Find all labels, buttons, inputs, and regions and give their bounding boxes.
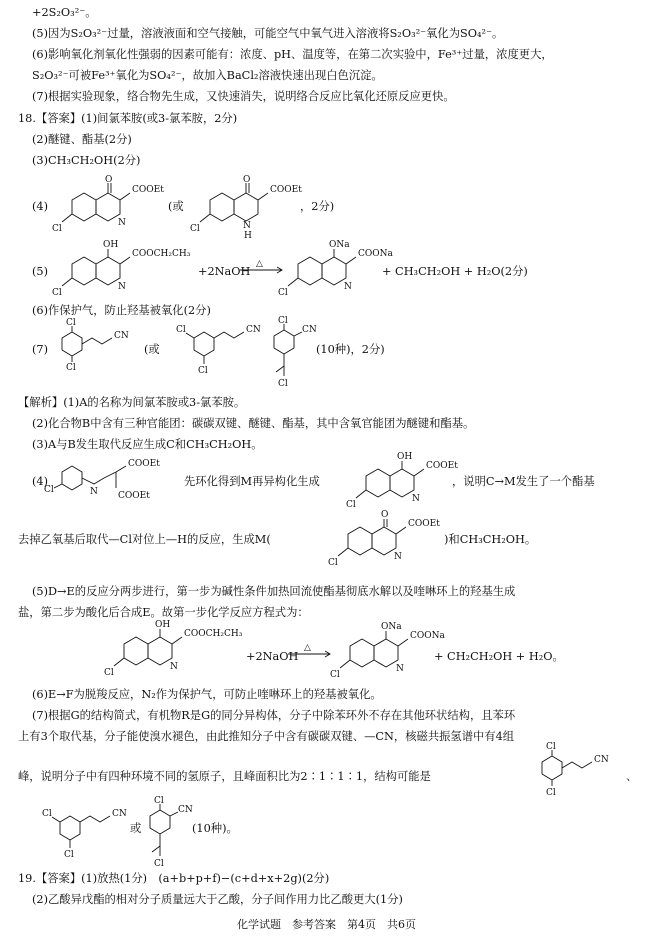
text-line: 去掉乙氧基后取代—Cl对位上—H的反应，生成M(	[18, 533, 271, 546]
label-Cl: Cl	[190, 224, 200, 234]
an7-tail: (10种)。	[192, 822, 238, 835]
label-Cl: Cl	[330, 670, 340, 680]
label-Cl: Cl	[328, 558, 338, 568]
label-COOEt: COOEt	[408, 519, 440, 529]
q5-prefix: (5)	[32, 265, 49, 278]
text-line: (6)影响氧化剂氧化性强弱的因素可能有：浓度、pH、温度等，在第二次实验中，Fe³⁺过量，浓度更大，	[32, 48, 553, 61]
label-Cl: Cl	[64, 850, 74, 860]
text-line: )和CH₃CH₂OH。	[444, 533, 537, 546]
label-Cl: Cl	[104, 668, 114, 678]
label-Cl: Cl	[52, 288, 62, 298]
an5-reagent: +2NaOH	[246, 650, 299, 663]
text-line: (6)作保护气，防止羟基被氧化(2分)	[32, 304, 211, 317]
label-CN: CN	[302, 325, 317, 335]
label-Cl: Cl	[42, 809, 52, 819]
q7-prefix: (7)	[32, 343, 49, 356]
label-Cl: Cl	[546, 788, 556, 798]
q4-or: (或	[168, 200, 184, 213]
label-CN: CN	[246, 325, 261, 335]
structure-vinyl-chloride-isomer	[262, 318, 322, 390]
structure-e-hydroxyquinoline	[346, 452, 458, 514]
label-COOEt: COOEt	[132, 185, 164, 195]
answer-18-heading: 18.【答案】(1)间氯苯胺(或3-氯苯胺，2分)	[18, 112, 238, 125]
answer-19-heading: 19.【答案】(1)放热(1分) (a+b+p+f)−(c+d+x+2g)(2分)	[18, 872, 330, 885]
label-N: N	[344, 282, 352, 292]
label-COONa: COONa	[410, 631, 445, 641]
label-OH: OH	[155, 620, 171, 630]
structure-35-dichloro-isomer	[40, 800, 140, 864]
label-H: H	[244, 231, 252, 241]
text-line: (2)化合物B中含有三种官能团：碳碳双键、醚键、酯基，其中含氧官能团为醚键和酯基。	[32, 417, 475, 430]
label-CN: CN	[178, 805, 193, 815]
analysis-heading: 【解析】(1)A的名称为间氯苯胺或3-氯苯胺。	[18, 396, 246, 409]
q7-or: (或	[144, 343, 160, 356]
structure-sodium-salt	[278, 240, 393, 302]
label-COOEt: COOEt	[118, 491, 150, 501]
label-COOCH2CH3: COOCH₂CH₃	[184, 629, 243, 639]
structure-intermediate-c	[44, 458, 184, 508]
an4-tail: ，说明C→M发生了一个酯基	[452, 475, 595, 488]
label-CN: CN	[112, 809, 127, 819]
label-Cl: Cl	[66, 363, 76, 373]
label-ONa: ONa	[381, 622, 402, 632]
label-OH: OH	[397, 452, 413, 462]
structure-dichloro-cinnamonitrile	[52, 318, 142, 373]
heat-condition: △	[256, 259, 263, 269]
label-Cl: Cl	[346, 500, 356, 510]
an7-end: 、	[626, 770, 638, 783]
q5-tail: + CH₃CH₂OH + H₂O(2分)	[382, 265, 528, 278]
text-line: (6)E→F为脱羧反应，N₂作为保护气，可防止喹啉环上的羟基被氧化。	[32, 688, 382, 701]
label-N: N	[412, 494, 420, 504]
q7-tail: (10种)，2分)	[316, 343, 385, 356]
label-N: N	[170, 662, 178, 672]
label-Cl: Cl	[66, 318, 76, 328]
label-N: N	[396, 664, 404, 674]
label-Cl: Cl	[278, 379, 288, 389]
q4-tail: ，2分)	[300, 200, 335, 213]
label-Cl: Cl	[278, 288, 288, 298]
label-O: O	[381, 510, 389, 520]
text-line: +2S₂O₃²⁻。	[32, 6, 97, 19]
label-Cl: Cl	[52, 224, 62, 234]
text-line: (7)根据G的结构简式，有机物R是G的同分异构体，分子中除苯环外不存在其他环状结构，且苯环	[32, 709, 516, 722]
label-COOEt: COOEt	[426, 461, 458, 471]
label-CN: CN	[594, 755, 609, 765]
label-COOEt: COOEt	[128, 459, 160, 469]
text-line: (7)根据实验现象，络合物先生成，又快速消失，说明络合反应比氧化还原反应更快。	[32, 90, 455, 103]
q5-reagent: +2NaOH	[198, 265, 251, 278]
label-N: N	[118, 282, 126, 292]
page-footer: 化学试题 参考答案 第4页 共6页	[237, 918, 416, 931]
heat-condition: △	[304, 643, 311, 653]
label-Cl: Cl	[278, 316, 288, 326]
text-line: 峰，说明分子中有四种环境不同的氢原子，且峰面积比为2∶1∶1∶1，结构可能是	[18, 770, 431, 783]
label-N: N	[243, 221, 251, 231]
an7-or: 或	[130, 822, 142, 835]
an5-tail: + CH₂CH₂OH + H₂O。	[434, 650, 564, 663]
text-line: (2)醚键、酯基(2分)	[32, 133, 132, 146]
label-OH: OH	[103, 240, 119, 250]
an4-prefix: (4)	[32, 475, 49, 488]
structure-quinolone-nh	[190, 175, 310, 241]
an4-mid: 先环化得到M再异构化生成	[184, 475, 320, 488]
text-line: (3)CH₃CH₂OH(2分)	[32, 154, 141, 167]
label-O: O	[243, 175, 251, 185]
text-line: 上有3个取代基，分子能使溴水褪色，由此推知分子中含有碳碳双键、—CN，核磁共振氢谱中有4组	[18, 730, 515, 743]
label-ONa: ONa	[329, 240, 350, 250]
structure-m-quinolone	[328, 510, 440, 572]
label-Cl: Cl	[154, 859, 164, 869]
label-Cl: Cl	[546, 742, 556, 752]
structure-vinyl-chloride-isomer	[138, 798, 198, 870]
structure-sodium-salt	[330, 622, 445, 684]
q4-prefix: (4)	[32, 200, 49, 213]
text-line: (2)乙酸异戊酯的相对分子质量远大于乙酸，分子间作用力比乙酸更大(1分)	[32, 893, 403, 906]
label-N: N	[118, 218, 126, 228]
text-line: (5)D→E的反应分两步进行，第一步为碱性条件加热回流使酯基彻底水解以及喹啉环上的羟基生成	[32, 585, 516, 598]
label-N: N	[394, 552, 402, 562]
label-Cl: Cl	[154, 796, 164, 806]
text-line: (5)因为S₂O₃²⁻过量，溶液液面和空气接触，可能空气中氧气进入溶液将S₂O₃²⁻氧化为SO₄²⁻。	[32, 27, 504, 40]
structure-ester-reactant	[52, 242, 202, 302]
label-O: O	[105, 175, 113, 185]
structure-35-dichloro-isomer	[174, 318, 270, 380]
label-Cl: Cl	[198, 366, 208, 376]
label-N: N	[90, 487, 98, 497]
structure-ester-reactant	[104, 622, 254, 684]
structure-dichloro-cinnamonitrile	[532, 744, 624, 798]
text-line: (3)A与B发生取代反应生成C和CH₃CH₂OH。	[32, 438, 263, 451]
label-COONa: COONa	[358, 249, 393, 259]
label-Cl: Cl	[176, 325, 186, 335]
text-line: S₂O₃²⁻可被Fe³⁺氧化为SO₄²⁻，故加入BaCl₂溶液快速出现白色沉淀。	[32, 69, 383, 82]
reaction-arrow	[286, 642, 336, 662]
text-line: 盐，第二步为酸化后合成E。故第一步化学反应方程式为：	[18, 606, 309, 619]
label-CN: CN	[114, 331, 129, 341]
label-COOEt: COOEt	[270, 185, 302, 195]
label-COOCH2CH3: COOCH₂CH₃	[132, 249, 191, 259]
label-Cl: Cl	[44, 485, 54, 495]
